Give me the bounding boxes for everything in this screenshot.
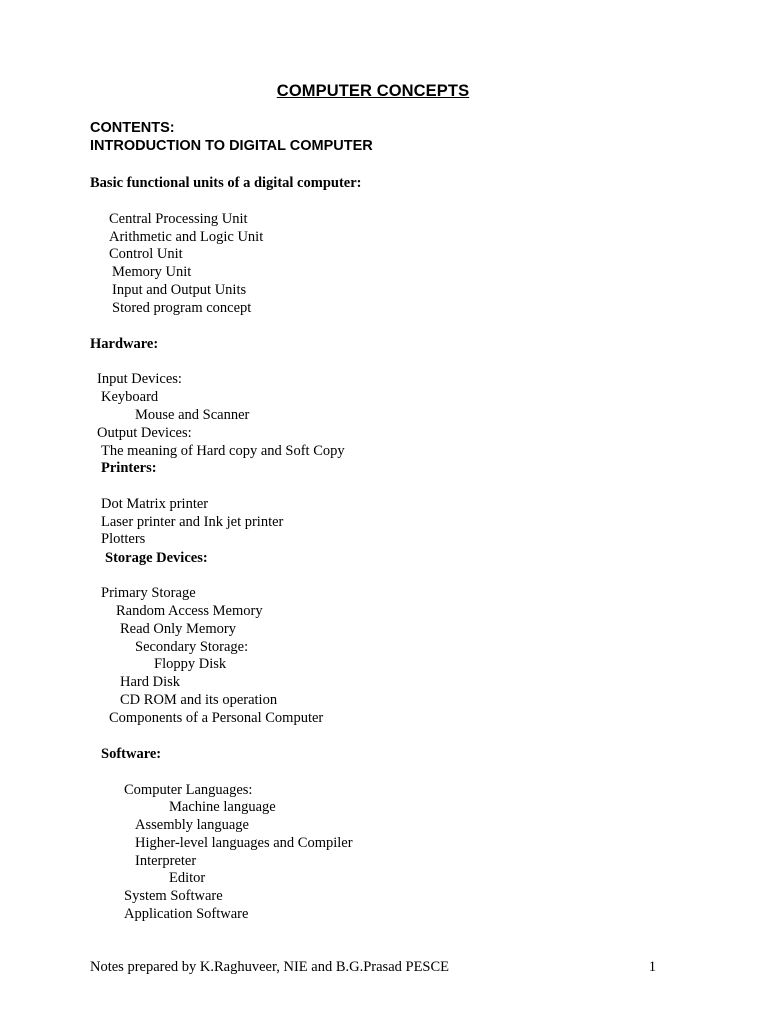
list-item: Assembly language: [135, 817, 249, 833]
contents-label: CONTENTS:: [90, 120, 175, 136]
list-item: Machine language: [169, 799, 276, 815]
list-item: Editor: [169, 870, 206, 886]
basic-units-heading: Basic functional units of a digital computer:: [90, 175, 362, 191]
list-item: Central Processing Unit: [109, 211, 248, 227]
list-item: Stored program concept: [112, 300, 252, 316]
list-item: Dot Matrix printer: [101, 496, 209, 512]
list-item: Floppy Disk: [154, 656, 227, 672]
list-item: Computer Languages:: [124, 782, 253, 798]
list-item: Arithmetic and Logic Unit: [109, 229, 264, 245]
list-item: Application Software: [124, 906, 249, 922]
page-number: 1: [648, 959, 656, 975]
list-item: Random Access Memory: [116, 603, 263, 619]
list-item: Higher-level languages and Compiler: [135, 835, 353, 851]
list-item: Input and Output Units: [112, 282, 247, 298]
hardware-heading: Hardware:: [90, 336, 159, 352]
list-item: Primary Storage: [101, 585, 196, 601]
list-item: The meaning of Hard copy and Soft Copy: [101, 443, 345, 459]
output-devices-label: Output Devices:: [97, 425, 192, 441]
intro-heading: INTRODUCTION TO DIGITAL COMPUTER: [90, 138, 373, 154]
list-item: System Software: [124, 888, 223, 904]
input-devices-label: Input Devices:: [97, 371, 182, 387]
list-item: Control Unit: [109, 246, 183, 262]
list-item: Memory Unit: [112, 264, 192, 280]
list-item: Hard Disk: [120, 674, 181, 690]
list-item: Components of a Personal Computer: [109, 710, 324, 726]
list-item: CD ROM and its operation: [120, 692, 278, 708]
list-item: Read Only Memory: [120, 621, 236, 637]
footer-credit: Notes prepared by K.Raghuveer, NIE and B.G.Prasad PESCE: [90, 959, 450, 975]
software-heading: Software:: [101, 746, 162, 762]
storage-heading: Storage Devices:: [105, 550, 208, 566]
list-item: Plotters: [101, 531, 146, 547]
page-footer: [90, 959, 656, 976]
list-item: Laser printer and Ink jet printer: [101, 514, 284, 530]
list-item: Interpreter: [135, 853, 197, 869]
list-item: Secondary Storage:: [135, 639, 249, 655]
list-item: Mouse and Scanner: [135, 407, 250, 423]
document-title: COMPUTER CONCEPTS: [276, 82, 470, 100]
list-item: Keyboard: [101, 389, 159, 405]
printers-heading: Printers:: [101, 460, 157, 476]
